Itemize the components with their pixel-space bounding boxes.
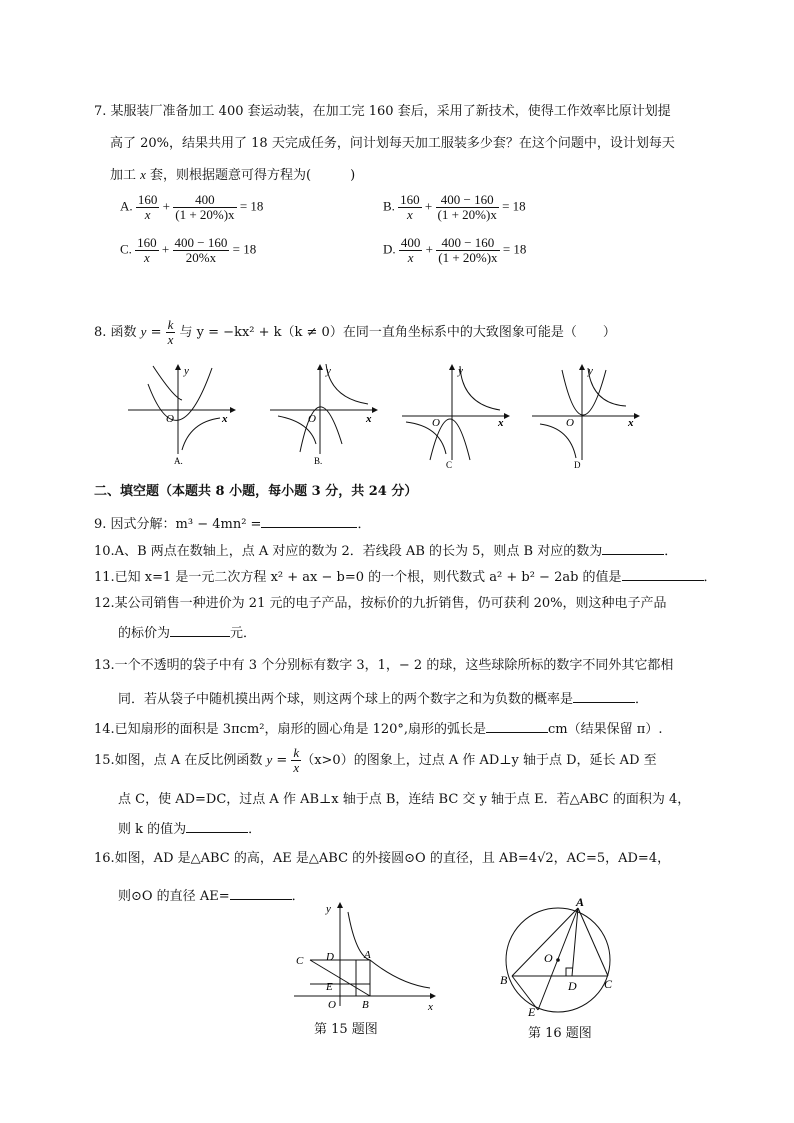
graph-caption: C (446, 460, 453, 470)
q16-answer-blank[interactable] (230, 887, 292, 900)
q12-line2 (118, 624, 256, 642)
q16-line1: 16.如图，AD 是△ABC 的高，AE 是△ABC 的外接圆⊙O 的直径，且 AB=4√2，AC=5，AD=4， (94, 851, 671, 866)
numerator: 400 − 160 (436, 236, 499, 251)
denominator: (1 + 20%)x (437, 207, 497, 222)
denominator: x (144, 207, 151, 222)
q9-text: 9. 因式分解：m³ − 4mn² = (94, 517, 262, 532)
equals: = (272, 753, 292, 768)
figure-16 (496, 896, 626, 1018)
numerator: 160 (137, 192, 158, 207)
denominator: (1 + 20%)x (438, 250, 498, 265)
q12-end: 元． (230, 626, 257, 641)
q11 (94, 568, 717, 586)
q8-rest: 与 y = −kx² + k（k ≠ 0）在同一直角坐标系中的大致图象可能是（ ） (175, 325, 616, 340)
graph-y-label: y (458, 365, 463, 377)
fraction (291, 746, 301, 775)
q8-graph-b[interactable] (268, 364, 380, 470)
fig15-y-label: y (326, 903, 331, 915)
numerator: 400 (173, 193, 236, 208)
q7-var-x: x (140, 167, 146, 182)
q13-line1: 13.一个不透明的袋子中有 3 个分别标有数字 3，1，− 2 的球，这些球除所标的数字不同外其它都相 (94, 658, 674, 673)
q9 (94, 515, 370, 533)
fig15-point-d: D (326, 951, 334, 963)
q7-option-b[interactable]: B. $\frac{160}{x}$ + $\frac{400 - 160}{(1 + 20\%)x}$ = 18 (383, 192, 526, 222)
q15-text: 则 k 的值为 (118, 822, 187, 837)
q16-text: 则⊙O 的直径 AE= (118, 889, 230, 904)
q14-text: 14.已知扇形的面积是 3πcm²，扇形的圆心角是 120°,扇形的弧长是 (94, 722, 487, 737)
q7-option-d[interactable]: D. $\frac{400}{x}$ + $\frac{400 - 160}{(1 + 20\%)x}$ = 18 (383, 235, 527, 265)
equation-rhs: = 18 (232, 241, 257, 257)
graph-y-label: y (326, 365, 331, 377)
q10-answer-blank[interactable] (602, 542, 664, 555)
denominator: x (293, 760, 300, 775)
numerator: k (293, 745, 300, 760)
q15-line2: 点 C，使 AD=DC，过点 A 作 AB⊥x 轴于点 B，连结 BC 交 y 轴于点 E．若△ABC 的面积为 4， (118, 792, 691, 807)
equation-rhs: = 18 (502, 198, 526, 214)
graph-origin-label: O (308, 413, 316, 425)
q15-line1 (94, 746, 657, 775)
q15-end: ． (248, 822, 262, 837)
q7-line3 (110, 167, 355, 184)
graph-caption: B. (314, 456, 323, 466)
q16-line2 (118, 887, 305, 905)
fraction (136, 193, 160, 222)
numerator: 400 − 160 (174, 235, 228, 250)
q9-end: ． (357, 517, 371, 532)
q16-end: ． (291, 889, 305, 904)
denominator: x (407, 250, 414, 265)
figure-15-caption: 第 15 题图 (314, 1022, 378, 1037)
graph-x-label: x (222, 413, 228, 425)
q8-graph-a[interactable] (126, 364, 236, 470)
q11-answer-blank[interactable] (622, 568, 704, 581)
equals: = (146, 325, 166, 340)
q14-end: cm（结果保留 π）. (548, 722, 663, 737)
q13-answer-blank[interactable] (573, 690, 635, 703)
fig15-point-e: E (326, 981, 333, 993)
numerator: 400 (400, 235, 421, 250)
graph-x-label: x (628, 417, 634, 429)
q7-line1: 7. 某服装厂准备加工 400 套运动装，在加工完 160 套后，采用了新技术，使得工作效率比原计划提 (94, 104, 671, 119)
fraction (173, 236, 230, 265)
var-y: y (266, 752, 273, 767)
q7-line3-b: 套，则根据题意可得方程为( ) (145, 168, 356, 183)
q11-end: ． (703, 570, 717, 585)
numerator: 160 (400, 192, 420, 207)
numerator: 160 (137, 235, 157, 250)
q8-graph-c[interactable] (400, 364, 512, 470)
var-y: y (140, 324, 147, 339)
fraction (398, 193, 422, 222)
graph-origin-label: O (166, 413, 174, 425)
q15-text-rest: （x>0）的图象上，过点 A 作 AD⊥y 轴于点 D，延长 AD 至 (301, 753, 657, 768)
graph-x-label: x (366, 413, 372, 425)
fraction (166, 318, 176, 347)
option-label: D. (383, 241, 396, 257)
q7-option-c[interactable]: C. $\frac{160}{x}$ + $\frac{400 - 160}{20\%x}$ = 18 (120, 235, 257, 265)
fig16-point-d: D (568, 979, 577, 993)
fraction (399, 236, 423, 265)
option-label: C. (120, 241, 132, 257)
figure-16-caption: 第 16 题图 (528, 1026, 592, 1041)
graph-y-label: y (184, 365, 189, 377)
option-label: B. (383, 198, 395, 214)
q12-text: 的标价为 (118, 626, 171, 641)
graph-origin-label: O (566, 417, 574, 429)
q12-answer-blank[interactable] (170, 624, 230, 637)
section-heading: 二、填空题（本题共 8 小题，每小题 3 分，共 24 分） (94, 484, 418, 499)
graph-origin-label: O (432, 417, 440, 429)
q12-line1: 12.某公司销售一种进价为 21 元的电子产品，按标价的九折销售，仍可获利 20%，则这种电子产品 (94, 596, 667, 611)
fraction (135, 236, 159, 265)
equation-rhs: = 18 (502, 241, 527, 257)
fig15-point-a: A (364, 949, 371, 961)
fraction (173, 193, 236, 222)
numerator: k (167, 317, 174, 332)
q9-answer-blank[interactable] (261, 515, 357, 528)
graph-caption: A. (174, 456, 183, 466)
q13-end: ． (635, 692, 649, 707)
q11-text: 11.已知 x=1 是一元二次方程 x² + ax − b=0 的一个根，则代数式 a² + b² − 2ab 的值是 (94, 570, 622, 585)
graph-y-label: y (588, 365, 593, 377)
fig16-point-b: B (500, 973, 508, 987)
q7-line2: 高了 20%，结果共用了 18 天完成任务，问计划每天加工服装多少套？在这个问题中，设计划每天 (110, 136, 675, 151)
fig15-point-c: C (296, 955, 304, 967)
q15-line3 (118, 820, 261, 838)
q7-option-a[interactable]: A. $\frac{160}{x}$ + $\frac{400}{(1 + 20\%)x}$ = 18 (120, 192, 264, 222)
fig15-point-b: B (362, 999, 369, 1010)
fraction (436, 236, 499, 265)
q8-graph-d[interactable] (530, 364, 642, 470)
denominator: 20%x (185, 250, 217, 265)
q8-stem (94, 318, 616, 347)
denominator: x (407, 207, 413, 222)
fig16-point-e: E (528, 1005, 536, 1018)
q13-line2 (118, 690, 648, 708)
q14-answer-blank[interactable] (486, 720, 548, 733)
fraction (436, 193, 499, 222)
equation-rhs: = 18 (239, 198, 264, 214)
fig16-point-c: C (604, 977, 613, 991)
q8-prefix: 8. 函数 (94, 325, 141, 340)
fig15-origin: O (328, 999, 336, 1010)
denominator: x (144, 250, 150, 265)
denominator: x (167, 332, 174, 347)
fig16-point-a: A (576, 896, 585, 909)
numerator: 400 − 160 (436, 193, 499, 208)
q14 (94, 720, 662, 738)
denominator: (1 + 20%)x (175, 207, 235, 222)
q10-text: 10.A、B 两点在数轴上，点 A 对应的数为 2．若线段 AB 的长为 5，则点 B 对应的数为 (94, 544, 603, 559)
q7-line3-a: 加工 (110, 168, 141, 183)
q10 (94, 542, 677, 560)
q15-answer-blank[interactable] (186, 820, 248, 833)
fig15-x-label: x (428, 1001, 433, 1010)
graph-x-label: x (498, 417, 504, 429)
fig16-center-o: O (544, 951, 553, 965)
figure-15 (290, 900, 440, 1010)
option-label: A. (120, 198, 133, 214)
q15-text: 15.如图，点 A 在反比例函数 (94, 753, 267, 768)
q10-end: ． (664, 544, 678, 559)
graph-caption: D (574, 460, 581, 470)
q13-text: 同．若从袋子中随机摸出两个球，则这两个球上的两个数字之和为负数的概率是 (118, 692, 574, 707)
